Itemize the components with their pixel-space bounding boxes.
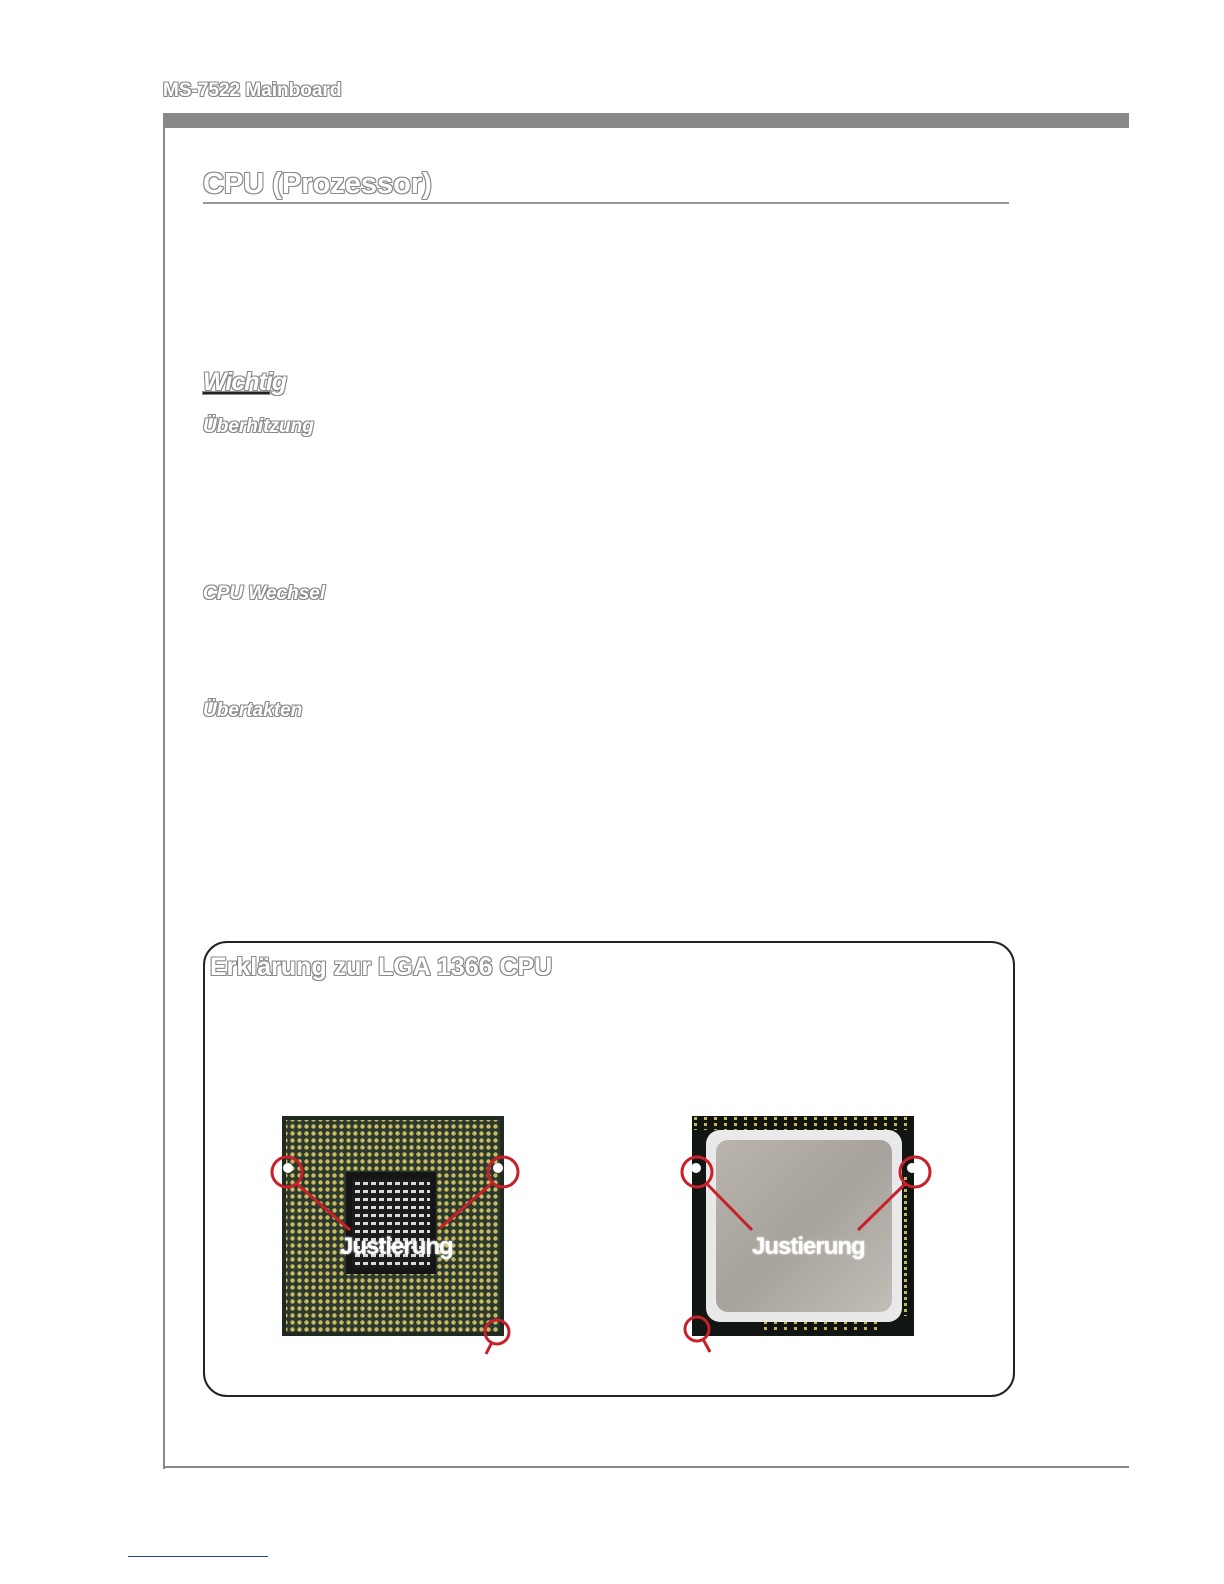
important-heading: Wichtig bbox=[203, 368, 287, 396]
alignment-label-front: Justierung bbox=[752, 1233, 865, 1260]
alignment-label-back: Justierung bbox=[340, 1233, 453, 1260]
bottom-rule bbox=[163, 1466, 1129, 1468]
cpu-front-photo bbox=[692, 1116, 914, 1336]
cpu-box-title: Erklärung zur LGA 1366 CPU bbox=[210, 953, 553, 981]
section-heading-overclocking: Übertakten bbox=[203, 700, 303, 721]
page-title: CPU (Prozessor) bbox=[203, 168, 432, 200]
section-heading-overheating: Überhitzung bbox=[203, 416, 314, 437]
footer-link-underline[interactable] bbox=[128, 1556, 268, 1557]
title-underline bbox=[203, 202, 1009, 204]
header-title: MS-7522 Mainboard bbox=[163, 80, 342, 101]
cpu-back-photo bbox=[282, 1116, 504, 1336]
section-heading-cpu-change: CPU Wechsel bbox=[203, 583, 326, 604]
left-rule bbox=[163, 113, 165, 1469]
header-bar bbox=[163, 113, 1129, 128]
